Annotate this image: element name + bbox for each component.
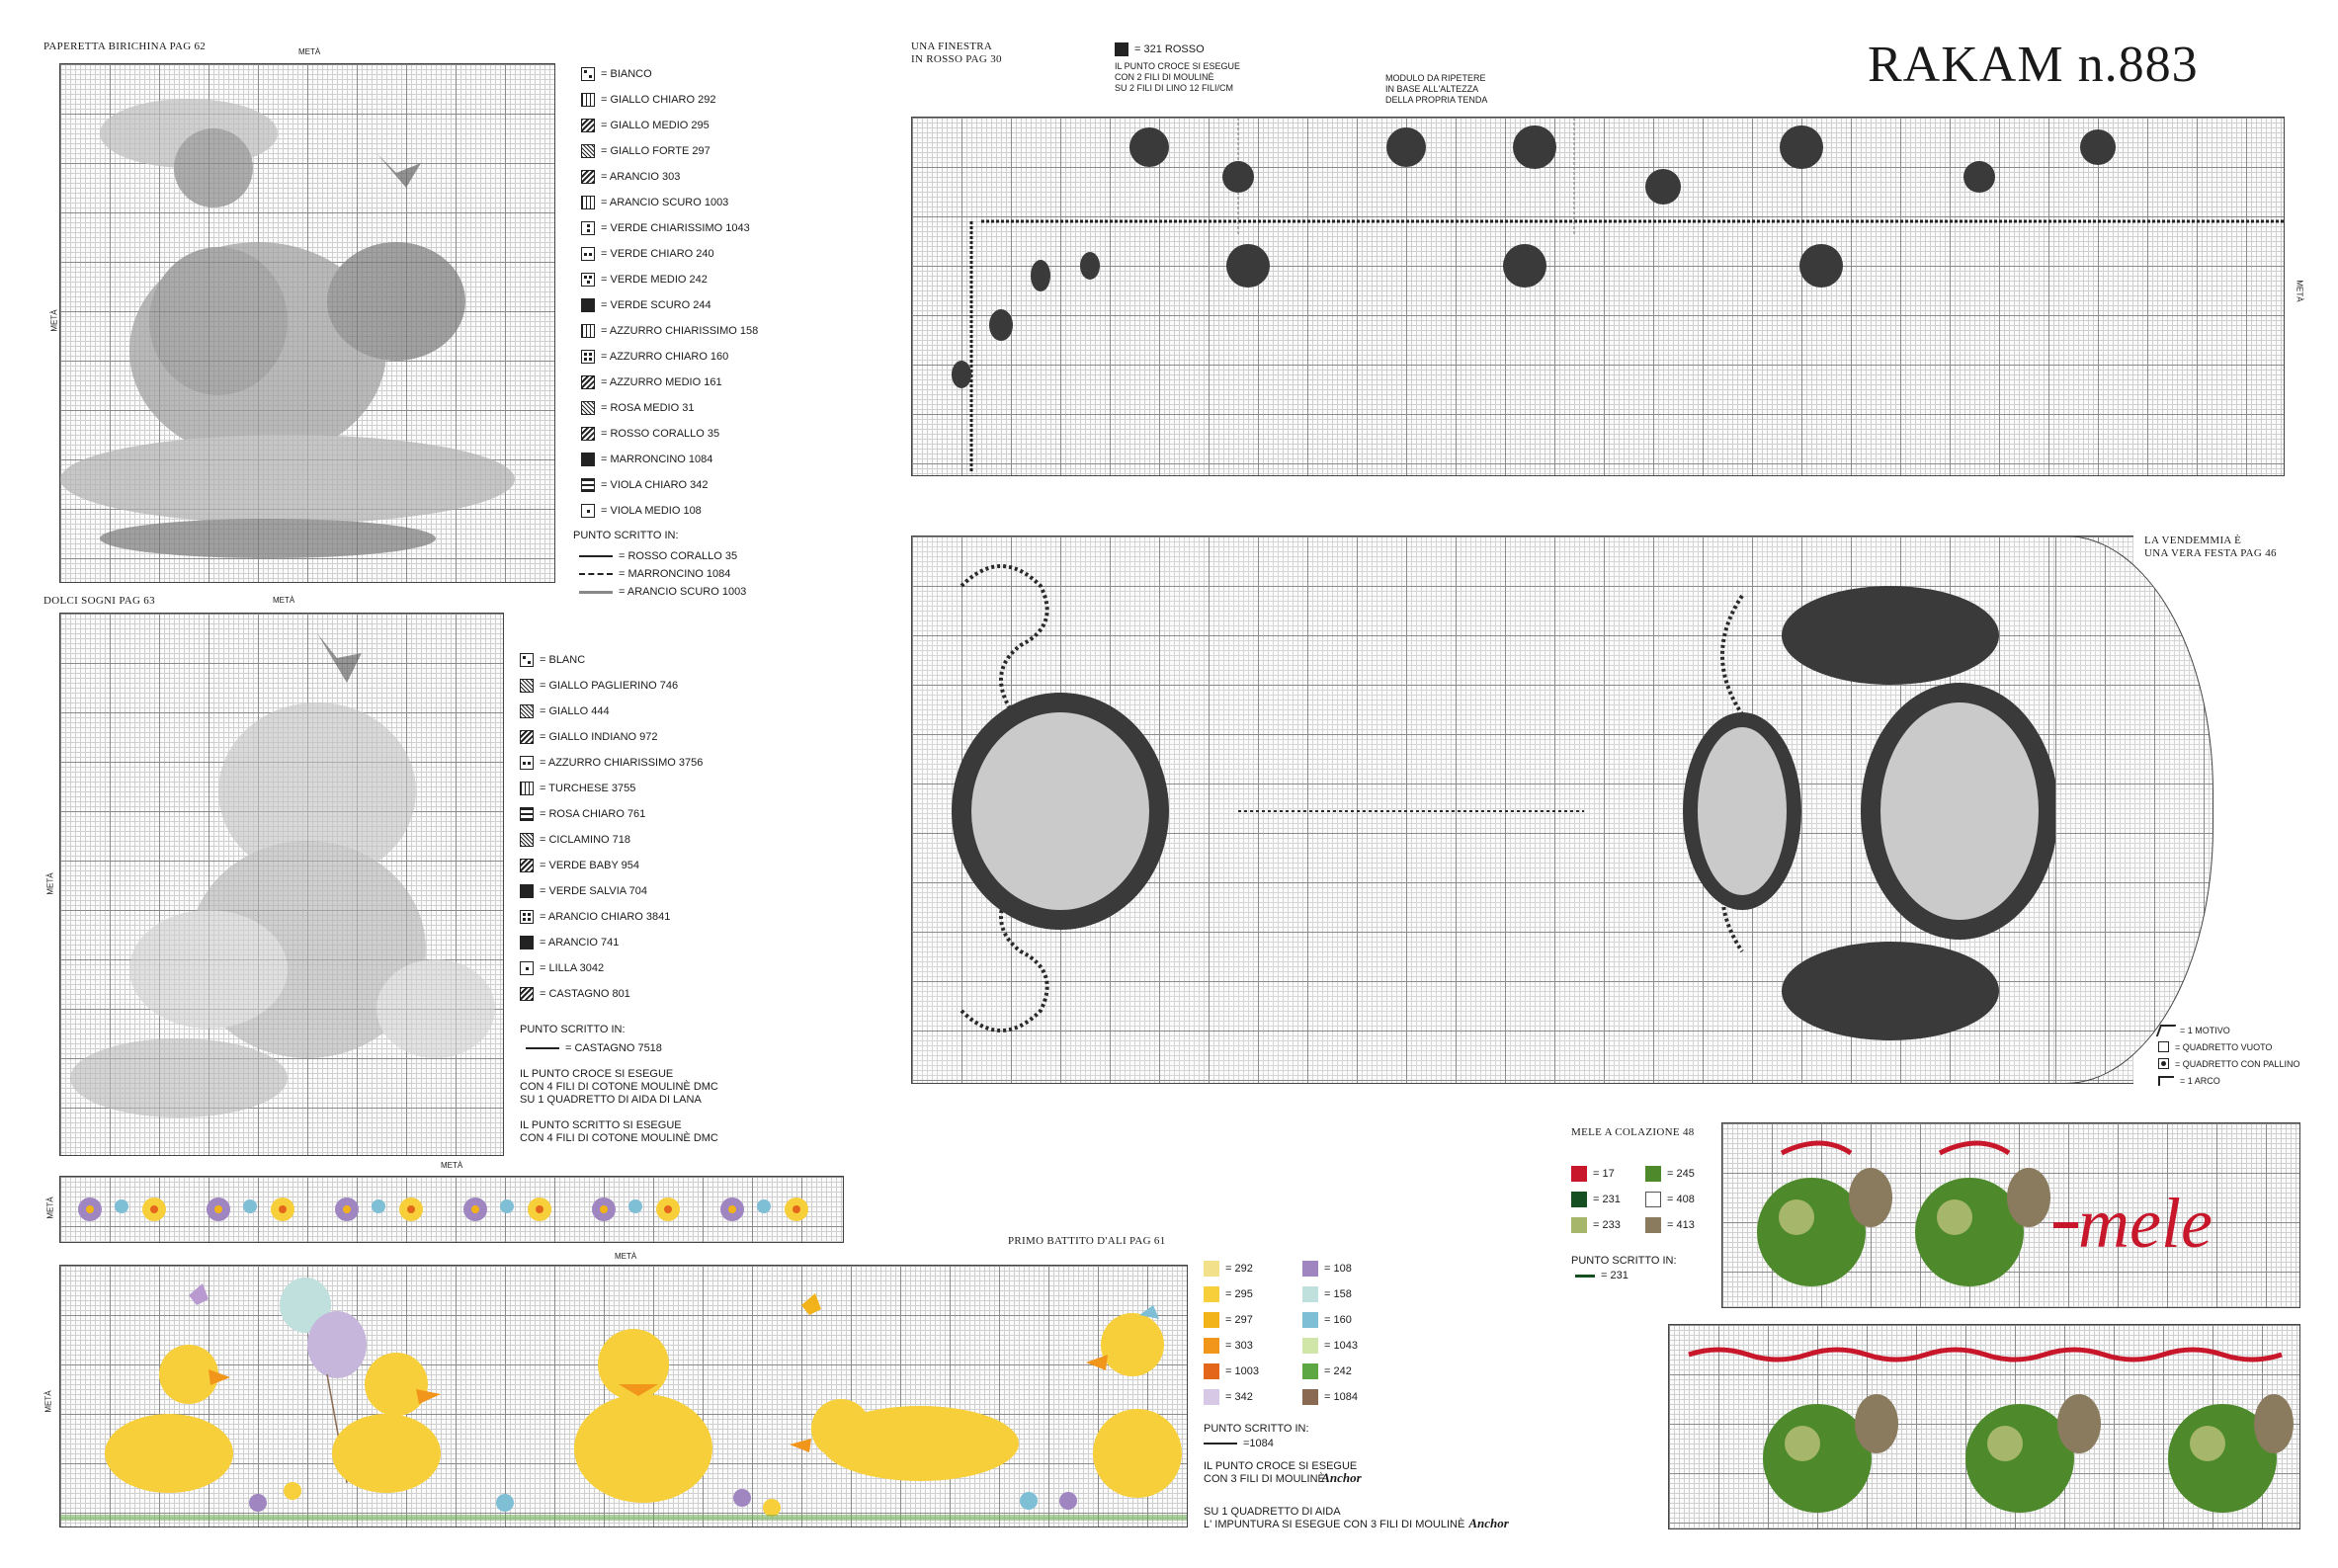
legend-row xyxy=(581,190,758,215)
color-swatch-icon xyxy=(1204,1312,1219,1328)
color-swatch-icon xyxy=(1645,1166,1661,1182)
legend-label: = VIOLA MEDIO 108 xyxy=(601,505,702,517)
legend-label: = VERDE CHIARO 240 xyxy=(601,248,714,260)
finestra-key xyxy=(1115,42,1205,56)
legend-row xyxy=(520,930,703,955)
scritto-row xyxy=(579,547,746,565)
legend-label: = ARANCIO SCURO 1003 xyxy=(601,197,729,208)
symbol-icon xyxy=(581,478,595,492)
legend-label: = CICLAMINO 718 xyxy=(540,834,631,846)
legend-label: = GIALLO CHIARO 292 xyxy=(601,94,716,106)
color-row xyxy=(1645,1166,1719,1182)
legend-row xyxy=(581,215,758,241)
primo-caption: PRIMO BATTITO D'ALI PAG 61 xyxy=(1008,1235,1166,1247)
legend-label: = QUADRETTO CON PALLINO xyxy=(2175,1058,2300,1069)
color-swatch-icon xyxy=(1645,1217,1661,1233)
dolci-scritto xyxy=(520,1024,662,1057)
anchor-logo: Anchor xyxy=(1468,1516,1509,1530)
paperetta-chart xyxy=(59,63,555,583)
legend-row xyxy=(520,724,703,750)
legend-row xyxy=(581,318,758,344)
color-swatch-icon xyxy=(1302,1363,1318,1379)
finestra-caption: UNA FINESTRA IN ROSSO PAG 30 xyxy=(911,41,1002,65)
color-label: = 303 xyxy=(1225,1340,1253,1352)
scritto-label: =1084 xyxy=(1243,1438,1274,1449)
dolci-chart xyxy=(59,613,504,1156)
color-label: = 295 xyxy=(1225,1288,1253,1300)
line-grey-icon xyxy=(579,591,613,594)
finestra-motif xyxy=(912,118,2284,475)
color-swatch-icon xyxy=(1204,1286,1219,1302)
dolci-note-2: IL PUNTO SCRITTO SI ESEGUE CON 4 FILI DI COTONE MOULINÈ DMC xyxy=(520,1119,718,1144)
legend-row xyxy=(520,878,703,904)
color-row xyxy=(1571,1192,1645,1207)
legend-label: = MARRONCINO 1084 xyxy=(601,454,713,465)
dolci-motif xyxy=(60,614,503,1155)
legend-label: = ARANCIO 303 xyxy=(601,171,681,183)
legend-row xyxy=(581,370,758,395)
legend-row xyxy=(581,164,758,190)
border-meta-side: METÀ xyxy=(45,1197,55,1219)
symbol-icon xyxy=(520,653,534,667)
primo-note-1: IL PUNTO CROCE SI ESEGUE CON 3 FILI DI MOULINÈ xyxy=(1204,1460,1358,1485)
symbol-icon xyxy=(520,859,534,872)
color-label: = 231 xyxy=(1593,1194,1621,1205)
legend-label: = ROSSO CORALLO 35 xyxy=(601,428,720,440)
primo-note-2: SU 1 QUADRETTO DI AIDA L' IMPUNTURA SI ESEGUE CON 3 FILI DI MOULINÈ xyxy=(1204,1506,1465,1530)
legend-label: = VERDE CHIARISSIMO 1043 xyxy=(601,222,750,234)
scritto-label: = CASTAGNO 7518 xyxy=(565,1042,662,1054)
scritto-row xyxy=(579,583,746,601)
color-label: = 242 xyxy=(1324,1365,1352,1377)
symbol-icon xyxy=(581,196,595,209)
legend-row xyxy=(520,827,703,853)
symbol-icon xyxy=(520,910,534,924)
legend-row xyxy=(581,138,758,164)
color-row xyxy=(1302,1389,1401,1405)
legend-label: = ROSA CHIARO 761 xyxy=(540,808,646,820)
legend-row xyxy=(520,776,703,801)
legend-label: = TURCHESE 3755 xyxy=(540,783,636,794)
legend-label: = ROSA MEDIO 31 xyxy=(601,402,695,414)
mele-color-legend xyxy=(1571,1166,1719,1233)
symbol-icon xyxy=(581,273,595,287)
legend-label: = VIOLA CHIARO 342 xyxy=(601,479,709,491)
line-solid-icon xyxy=(1204,1443,1237,1444)
legend-row xyxy=(581,447,758,472)
line-solid-icon xyxy=(526,1047,559,1049)
color-swatch-icon xyxy=(1571,1166,1587,1182)
legend-row xyxy=(581,61,758,87)
empty-square-icon xyxy=(2158,1041,2169,1052)
line-solid-icon xyxy=(579,555,613,557)
paperetta-legend xyxy=(581,61,758,524)
color-label: = 413 xyxy=(1667,1219,1695,1231)
finestra-note: IL PUNTO CROCE SI ESEGUE CON 2 FILI DI MOULINÈ SU 2 FILI DI LINO 12 FILI/CM xyxy=(1115,61,1241,93)
color-label: = 158 xyxy=(1324,1288,1352,1300)
color-row xyxy=(1204,1363,1302,1379)
scritto-title: PUNTO SCRITTO IN: xyxy=(573,530,679,541)
symbol-icon xyxy=(581,453,595,466)
legend-label: = GIALLO MEDIO 295 xyxy=(601,120,710,131)
legend-label: = AZZURRO MEDIO 161 xyxy=(601,376,722,388)
legend-row xyxy=(581,421,758,447)
primo-note-2-block xyxy=(1204,1506,1509,1531)
color-row xyxy=(1302,1286,1401,1302)
vendemmia-legend-row xyxy=(2158,1055,2299,1072)
symbol-icon xyxy=(520,679,534,693)
symbol-icon xyxy=(581,427,595,441)
vendemmia-legend xyxy=(2158,1022,2299,1089)
dolci-meta-top: METÀ xyxy=(273,596,295,605)
color-row xyxy=(1302,1261,1401,1277)
motivo-icon xyxy=(2156,1025,2176,1036)
color-label: = 233 xyxy=(1593,1219,1621,1231)
color-row xyxy=(1204,1338,1302,1354)
color-label: = 408 xyxy=(1667,1194,1695,1205)
dolci-note-1: IL PUNTO CROCE SI ESEGUE CON 4 FILI DI COTONE MOULINÈ DMC SU 1 QUADRETTO DI AIDA DI LANA xyxy=(520,1068,718,1106)
legend-row xyxy=(520,673,703,699)
color-label: = 292 xyxy=(1225,1263,1253,1275)
color-row xyxy=(1302,1312,1401,1328)
dolci-legend xyxy=(520,647,703,1007)
legend-label: = BLANC xyxy=(540,654,586,666)
legend-label: = GIALLO FORTE 297 xyxy=(601,145,710,157)
symbol-icon xyxy=(581,324,595,338)
flower-border-chart xyxy=(59,1176,844,1243)
finestra-chart xyxy=(911,117,2285,476)
page-title: RAKAM n.883 xyxy=(1868,37,2199,93)
legend-label: = CASTAGNO 801 xyxy=(540,988,630,1000)
paperetta-caption: PAPERETTA BIRICHINA PAG 62 xyxy=(43,41,207,52)
legend-row xyxy=(581,267,758,292)
dolci-caption: DOLCI SOGNI PAG 63 xyxy=(43,595,155,607)
color-row xyxy=(1302,1363,1401,1379)
color-label: = 245 xyxy=(1667,1168,1695,1180)
symbol-icon xyxy=(581,119,595,132)
legend-row xyxy=(520,801,703,827)
symbol-icon xyxy=(520,807,534,821)
symbol-icon xyxy=(581,298,595,312)
vendemmia-arc-edge xyxy=(2055,536,2213,1084)
mele-chart-1 xyxy=(1721,1122,2300,1308)
legend-row xyxy=(520,750,703,776)
legend-label: = VERDE SCURO 244 xyxy=(601,299,711,311)
legend-label: = ARANCIO CHIARO 3841 xyxy=(540,911,671,923)
symbol-icon xyxy=(581,401,595,415)
color-swatch-icon xyxy=(1204,1389,1219,1405)
symbol-icon xyxy=(520,987,534,1001)
symbol-icon xyxy=(581,504,595,518)
symbol-icon xyxy=(581,247,595,261)
vendemmia-motif xyxy=(912,536,2134,1085)
color-label: = 297 xyxy=(1225,1314,1253,1326)
symbol-icon xyxy=(581,221,595,235)
scritto-label: = ROSSO CORALLO 35 xyxy=(619,550,738,562)
color-swatch-icon xyxy=(1571,1192,1587,1207)
legend-row xyxy=(581,395,758,421)
scritto-row xyxy=(1204,1435,1309,1452)
symbol-icon xyxy=(520,961,534,975)
finestra-meta-side: METÀ xyxy=(2295,280,2304,302)
legend-label: = AZZURRO CHIARO 160 xyxy=(601,351,729,363)
legend-label: = 1 MOTIVO xyxy=(2180,1025,2230,1035)
modulo-note: MODULO DA RIPETERE IN BASE ALL'ALTEZZA DELLA PROPRIA TENDA xyxy=(1385,73,1488,105)
finestra-key-label: = 321 ROSSO xyxy=(1134,43,1205,55)
scritto-label: = MARRONCINO 1084 xyxy=(619,568,731,580)
color-swatch-icon xyxy=(1204,1338,1219,1354)
scritto-title: PUNTO SCRITTO IN: xyxy=(1204,1423,1309,1435)
color-label: = 1003 xyxy=(1225,1365,1259,1377)
primo-color-legend xyxy=(1204,1261,1401,1405)
color-row xyxy=(1571,1166,1645,1182)
color-row xyxy=(1645,1217,1719,1233)
symbol-icon xyxy=(520,884,534,898)
paperetta-scritto xyxy=(573,530,746,601)
ducks-chart xyxy=(59,1265,1188,1527)
legend-row xyxy=(520,853,703,878)
vendemmia-legend-row xyxy=(2158,1038,2299,1055)
mele-motif-2 xyxy=(1669,1325,2299,1528)
legend-label: = VERDE SALVIA 704 xyxy=(540,885,647,897)
legend-label: = GIALLO INDIANO 972 xyxy=(540,731,658,743)
color-row xyxy=(1204,1312,1302,1328)
legend-row xyxy=(581,498,758,524)
mele-scritto xyxy=(1571,1255,1677,1284)
legend-row xyxy=(520,699,703,724)
legend-row xyxy=(520,904,703,930)
vendemmia-caption: LA VENDEMMIA È UNA VERA FESTA PAG 46 xyxy=(2144,535,2277,559)
mele-motif-1 xyxy=(1722,1123,2299,1307)
legend-label: = VERDE BABY 954 xyxy=(540,860,639,871)
legend-row xyxy=(520,981,703,1007)
legend-label: = AZZURRO CHIARISSIMO 158 xyxy=(601,325,759,337)
primo-note-1-block xyxy=(1204,1460,1362,1486)
symbol-icon xyxy=(520,756,534,770)
legend-row xyxy=(581,344,758,370)
legend-row xyxy=(581,292,758,318)
legend-row xyxy=(581,113,758,138)
scritto-title: PUNTO SCRITTO IN: xyxy=(1571,1255,1677,1267)
mele-caption: MELE A COLAZIONE 48 xyxy=(1571,1126,1695,1138)
color-swatch-icon xyxy=(1645,1192,1661,1207)
symbol-icon xyxy=(520,704,534,718)
color-swatch-icon xyxy=(1571,1217,1587,1233)
symbol-icon xyxy=(581,93,595,107)
color-label: = 17 xyxy=(1593,1168,1615,1180)
color-swatch-icon xyxy=(1302,1286,1318,1302)
dolci-meta-side: METÀ xyxy=(45,872,55,895)
color-swatch-icon xyxy=(1204,1261,1219,1277)
scritto-row xyxy=(579,565,746,583)
color-row xyxy=(1302,1338,1401,1354)
legend-row xyxy=(581,87,758,113)
color-label: = 108 xyxy=(1324,1263,1352,1275)
mele-word: mele xyxy=(2078,1184,2213,1263)
symbol-icon xyxy=(581,350,595,364)
color-swatch-icon xyxy=(1302,1312,1318,1328)
legend-label: = AZZURRO CHIARISSIMO 3756 xyxy=(540,757,704,769)
ducks-motif xyxy=(60,1266,1187,1527)
color-row xyxy=(1645,1192,1719,1207)
primo-meta-side: METÀ xyxy=(43,1390,53,1413)
line-green-icon xyxy=(1575,1275,1595,1278)
color-label: = 1084 xyxy=(1324,1391,1358,1403)
color-label: = 342 xyxy=(1225,1391,1253,1403)
legend-label: = BIANCO xyxy=(601,68,652,80)
legend-row xyxy=(581,472,758,498)
flower-border-motif xyxy=(60,1177,843,1242)
legend-label: = QUADRETTO VUOTO xyxy=(2175,1041,2273,1052)
symbol-icon xyxy=(581,67,595,81)
legend-row xyxy=(520,647,703,673)
symbol-icon xyxy=(520,936,534,949)
symbol-icon xyxy=(520,782,534,795)
scritto-row xyxy=(1575,1267,1677,1284)
color-swatch-icon xyxy=(1302,1261,1318,1277)
symbol-icon xyxy=(520,833,534,847)
legend-label: = GIALLO 444 xyxy=(540,705,610,717)
legend-label: = 1 ARCO xyxy=(2180,1075,2220,1086)
color-swatch-icon xyxy=(1302,1389,1318,1405)
paperetta-meta-side: METÀ xyxy=(49,309,59,332)
color-row xyxy=(1204,1261,1302,1277)
symbol-icon xyxy=(581,170,595,184)
primo-meta-top: METÀ xyxy=(615,1252,637,1261)
legend-label: = VERDE MEDIO 242 xyxy=(601,274,708,286)
color-row xyxy=(1204,1286,1302,1302)
symbol-icon xyxy=(581,375,595,389)
symbol-icon xyxy=(581,144,595,158)
cross-symbol-icon xyxy=(1115,42,1128,56)
primo-scritto xyxy=(1204,1423,1309,1452)
vendemmia-chart xyxy=(911,536,2133,1084)
color-label: = 160 xyxy=(1324,1314,1352,1326)
color-swatch-icon xyxy=(1204,1363,1219,1379)
dot-square-icon xyxy=(2158,1058,2169,1069)
mele-chart-2 xyxy=(1668,1324,2300,1529)
legend-row xyxy=(581,241,758,267)
vendemmia-legend-row xyxy=(2158,1072,2299,1089)
color-label: = 1043 xyxy=(1324,1340,1358,1352)
scritto-row xyxy=(526,1039,662,1057)
symbol-icon xyxy=(520,730,534,744)
anchor-logo: Anchor xyxy=(1321,1470,1362,1485)
scritto-label: = ARANCIO SCURO 1003 xyxy=(619,586,747,598)
color-row xyxy=(1571,1217,1645,1233)
scritto-label: = 231 xyxy=(1601,1270,1628,1281)
border-meta-top: METÀ xyxy=(441,1161,463,1170)
legend-label: = LILLA 3042 xyxy=(540,962,605,974)
scritto-title: PUNTO SCRITTO IN: xyxy=(520,1024,626,1035)
legend-label: = ARANCIO 741 xyxy=(540,937,620,949)
vendemmia-legend-row xyxy=(2158,1022,2299,1038)
paperetta-motif xyxy=(60,64,554,582)
legend-row xyxy=(520,955,703,981)
arco-icon xyxy=(2158,1076,2174,1086)
line-dashed-icon xyxy=(579,573,613,575)
legend-label: = GIALLO PAGLIERINO 746 xyxy=(540,680,679,692)
color-swatch-icon xyxy=(1302,1338,1318,1354)
paperetta-meta-top: METÀ xyxy=(298,47,321,56)
color-row xyxy=(1204,1389,1302,1405)
